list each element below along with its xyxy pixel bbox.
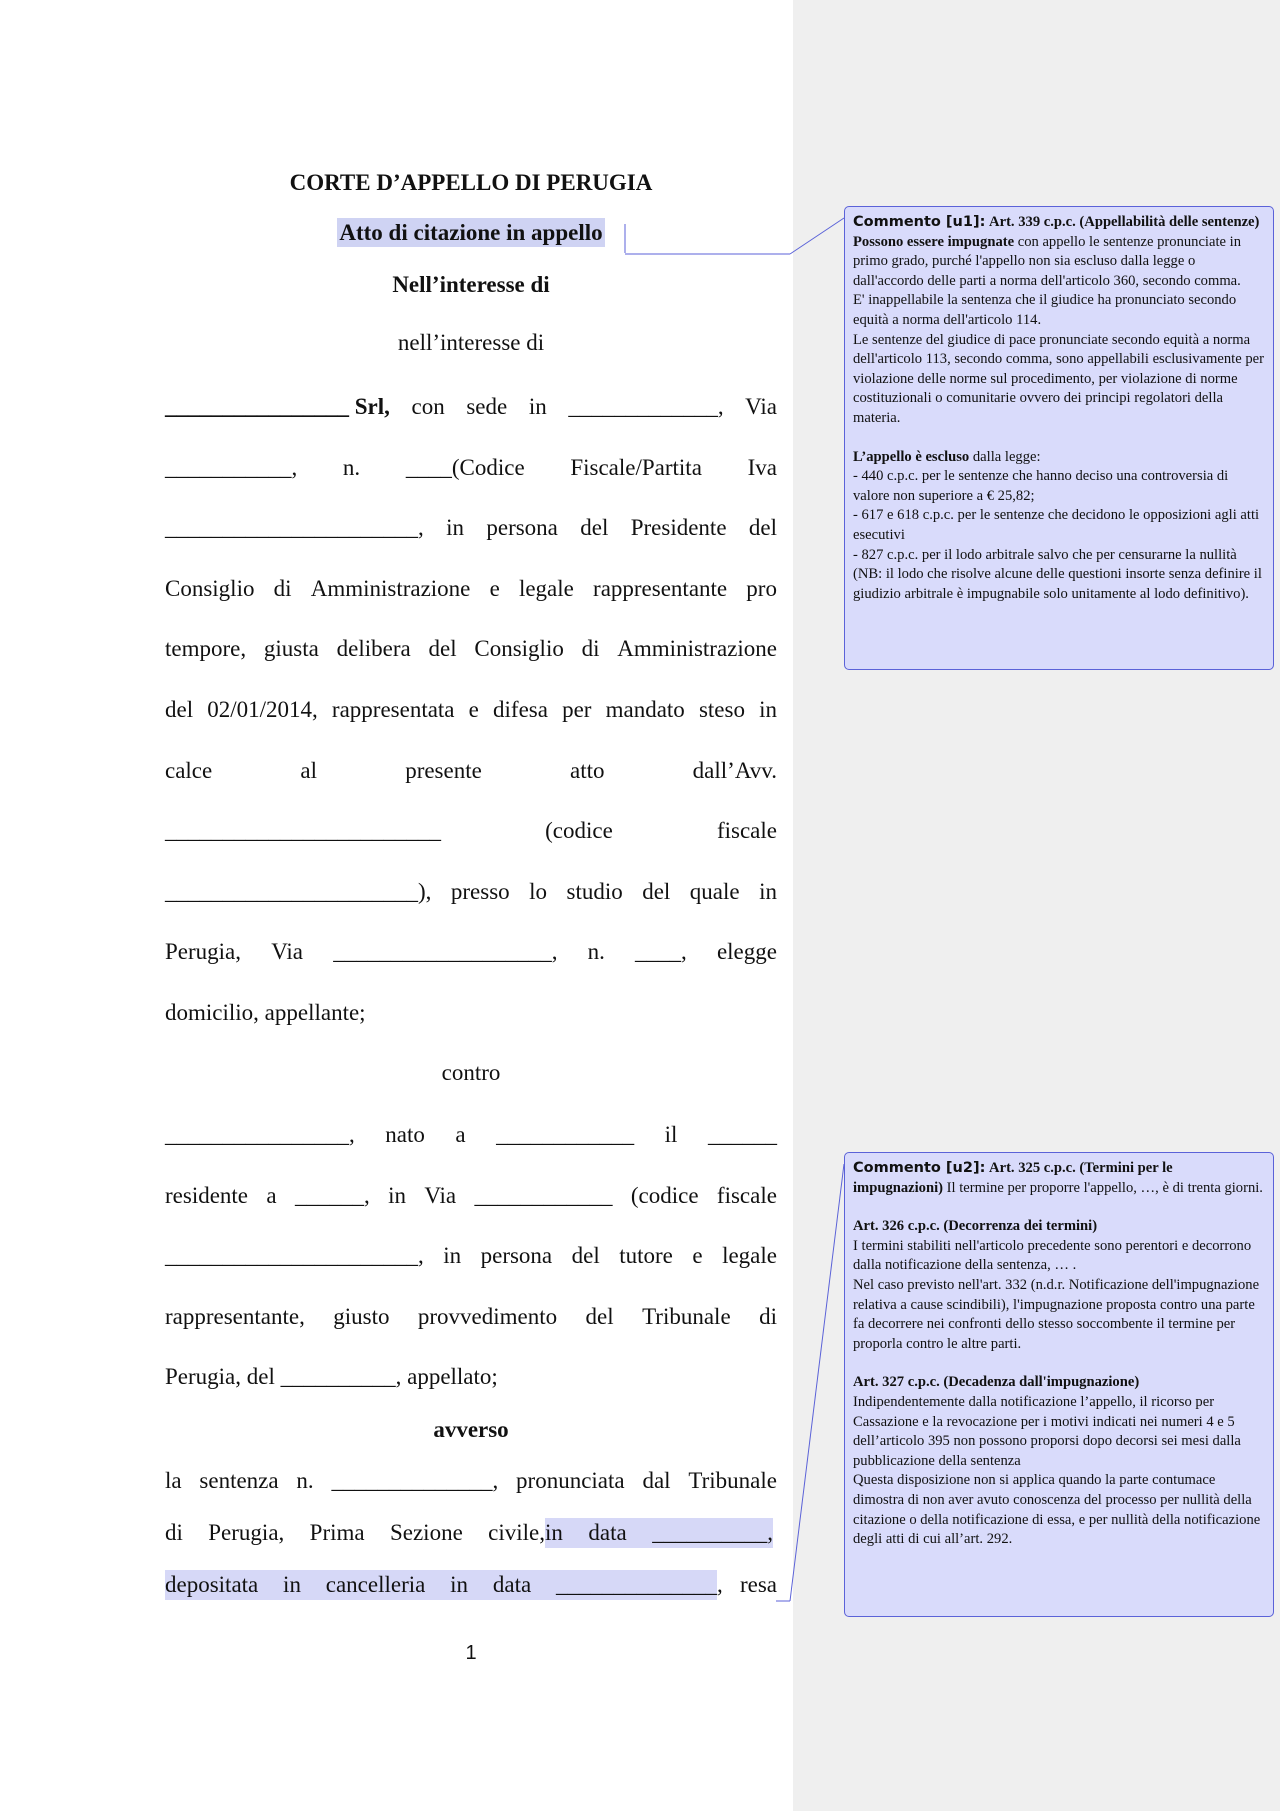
line-word: dal [642,1468,671,1493]
comment-text: - 827 c.p.c. per il lodo arbitrale salvo che per censurarne la nullità (NB: il lodo che risolve alcune delle questioni insorte senza definire il giudizio arbitrale è impugnabile solo unitamente al lodo definitivo). [853,546,1262,602]
line-word: Amministrazione [617,636,777,662]
line-word: del [165,697,194,722]
line-word: ______________________, [165,515,424,541]
line-word: rappresentante [593,575,728,601]
body-line [165,816,777,846]
line-word: n. [296,1468,314,1493]
line-word: Consiglio [474,636,564,662]
line-word: tutore [619,1243,673,1269]
line-word: ________________ Srl, [165,394,390,419]
comment-text: Le sentenze del giudice di pace pronunciate secondo equità a norma dell'articolo 113, secondo comma, sono appellabili esclusivamente per violazione delle norme sul procedimento, per violazione di norme costituzionali o comunitarie ovvero dei principi regolatori della materia. [853,331,1264,426]
page-number: 1 [465,1642,477,1664]
line-word: ______________________, [165,1243,424,1269]
line-word: steso [698,697,745,722]
comment-text: Questa disposizione non si applica quando la parte contumace dimostra di non aver avuto conoscenza del processo per nullità della citazione o della notificazione di essa, e per nullità della notificazione degli atti di cui all’art. 292. [853,1472,1261,1548]
line-word: n. [342,454,361,480]
line-word: in [759,878,777,904]
line-word: la [165,1468,182,1493]
line-word: persona [486,515,558,541]
line-word: ______ [707,1122,777,1147]
body-line [165,1181,777,1211]
contro-heading: contro [441,1060,501,1085]
comment-bold-text: L’appello è escluso [853,448,970,465]
comment-text: dalla legge: [969,448,1041,465]
line-word: del [580,515,609,541]
line-word: Perugia, [165,939,242,965]
line-word: e [692,1243,703,1269]
line-word: ____________ [474,1182,613,1208]
line-word: delibera [336,636,411,662]
line-word: con [411,394,445,419]
line-word: nato [385,1122,425,1147]
line-word: tempore, [165,636,247,662]
line-word: persona [480,1243,553,1269]
line-word: provvedimento [417,1303,558,1329]
line-word: al [300,757,318,783]
line-word: rappresentante, [165,1303,305,1329]
body-line: domicilio, appellante; [165,1000,366,1025]
line-word: in [759,697,777,722]
commented-text[interactable]: in data __________, [545,1518,773,1548]
body-line [165,1570,777,1600]
line-word: ______________, [331,1468,499,1493]
line-word: Tribunale [688,1468,777,1493]
line-word: Via [424,1182,457,1208]
line-word: per [562,697,592,722]
body-line [165,453,777,483]
line-word: ______________________), [165,878,432,904]
comment-text: I termini stabiliti nell'articolo precedente sono perentori e decorrono dalla notificazione della sentenza, … . [853,1237,1252,1274]
line-word: del [585,1303,614,1329]
comment-text: E' inappellabile la sentenza che il giudice ha pronunciato secondo equità a norma dell'articolo 114. [853,292,1237,328]
line-word: residente [165,1182,249,1208]
line-segment: di Perugia, Prima Sezione civile, [165,1520,545,1545]
line-word: e [489,575,500,601]
line-word: ___________________, [333,939,558,965]
document-title: CORTE D’APPELLO DI PERUGIA [289,170,653,195]
line-word: in [446,515,464,541]
line-word: Consiglio [165,575,255,601]
body-line [165,1518,777,1548]
line-word: presente [405,757,482,783]
line-word: atto [570,757,605,783]
line-word: in [443,1243,462,1269]
line-word: _____________, [568,394,724,419]
line-word: mandato [605,697,685,722]
comment-heading: Art. 339 c.p.c. (Appellabilità delle sentenze) [989,214,1260,230]
line-word: ____________ [496,1122,635,1147]
line-word: pronunciata [516,1468,625,1493]
line-word: ________________________ [165,818,441,844]
line-word: ___________, [165,454,298,480]
body-line [165,513,777,543]
line-word: giusto [333,1303,390,1329]
line-word: ________________, [165,1122,355,1147]
body-line [165,937,777,967]
line-word: Fiscale/Partita [570,454,702,480]
line-word: ______, [294,1182,370,1208]
line-word: sentenza [199,1468,279,1493]
comment-balloon-u1[interactable] [844,206,1274,670]
body-line [165,1241,777,1271]
line-word: difesa [493,697,548,722]
comment-balloon-u2[interactable] [844,1152,1274,1617]
line-word: in [528,394,547,419]
line-word: fiscale [716,818,777,844]
line-word: legale [518,575,574,601]
document-subtitle[interactable] [165,220,777,246]
comment-text: - 440 c.p.c. per le sentenze che hanno deciso una controversia di valore non superiore a € 25,82; [853,468,1229,504]
comment-heading: Art. 326 c.p.c. (Decorrenza dei termini) [853,1218,1098,1235]
line-word: di [273,575,292,601]
line-word: Via [271,939,304,965]
comment-text: - 617 e 618 c.p.c. per le sentenze che decidono le opposizioni agli atti esecutivi [853,507,1260,543]
line-word: 02/01/2014, [207,697,318,722]
line-segment: , resa [717,1572,777,1597]
body-line [165,877,777,907]
line-word: pro [746,575,777,601]
body-line [165,574,777,604]
line-word: n. [587,939,605,965]
line-word: Amministrazione [310,575,471,601]
line-word: Tribunale [642,1303,731,1329]
line-word: del [642,878,671,904]
line-word: quale [689,878,740,904]
comment-text: Nel caso previsto nell'art. 332 (n.d.r. Notificazione dell'impugnazione relativa a cause scindibili), l'impugnazione proposta contro una parte fa decorrere nei confronti dello stesso soccombente il termine per proporla contro le altre parti. [853,1276,1260,1352]
interest-subheading: nell’interesse di [397,330,545,355]
line-word: calce [165,757,213,783]
body-line [165,1466,777,1496]
line-word: del [571,1243,600,1269]
line-word: rappresentata [331,697,455,722]
line-word: fiscale [716,1182,777,1208]
body-line [165,1120,777,1150]
body-line: Perugia, del __________, appellato; [165,1364,498,1389]
interest-heading: Nell’interesse di [392,272,550,297]
comment-text: Indipendentemente dalla notificazione l’appello, il ricorso per Cassazione e la revocazione per i motivi indicati nei numeri 4 e 5 dell’articolo 395 non possono proporsi dopo decorsi sei mesi dalla pubblicazione della sentenza [853,1393,1241,1469]
comment-label: Commento [u2]: [853,1160,986,1176]
line-word: in [388,1182,406,1208]
comment-heading: Art. 327 c.p.c. (Decadenza dall'impugnazione) [853,1374,1140,1391]
comment-text: con appello le sentenze pronunciate in primo grado, purché l'appello non sia escluso dalla legge o dall'accordo delle parti a norma dell'articolo 360, secondo comma. [853,233,1242,289]
line-word: del [748,515,777,541]
line-word: lo [529,878,548,904]
line-word: elegge [716,939,777,965]
comment-heading: Art. 325 c.p.c. (Termini per le impugnazioni) [853,1160,1173,1196]
body-line [165,634,777,664]
line-word: ____(Codice [405,454,525,480]
line-word: legale [722,1243,777,1269]
body-line [165,1302,777,1332]
body-line [165,392,777,422]
line-word: presso [450,878,510,904]
body-line [165,756,777,786]
line-word: a [455,1122,466,1147]
line-word: Iva [747,454,777,480]
avverso-heading: avverso [433,1417,509,1442]
line-word: giusta [263,636,319,662]
line-word: di [759,1303,777,1329]
line-word: Presidente [630,515,727,541]
line-word: il [664,1122,678,1147]
line-word: studio [566,878,623,904]
line-word: Via [745,394,777,419]
comment-label: Commento [u1]: [853,214,986,230]
comment-bold-text: Possono essere impugnate [853,233,1015,250]
line-word: sede [466,394,508,419]
body-line [165,695,777,725]
line-word: a [266,1182,277,1208]
line-word: ____, [635,939,687,965]
line-word: (codice [545,818,613,844]
commented-text[interactable]: depositata in cancelleria in data ______________ [165,1570,717,1600]
line-word: di [581,636,600,662]
line-word: (codice [630,1182,699,1208]
line-word: del [428,636,457,662]
comment-text: Il termine per proporre l'appello, …, è di trenta giorni. [943,1179,1263,1196]
commented-subtitle[interactable]: Atto di citazione in appello [339,220,603,245]
line-word: e [468,697,479,722]
line-word: dall’Avv. [692,757,777,783]
